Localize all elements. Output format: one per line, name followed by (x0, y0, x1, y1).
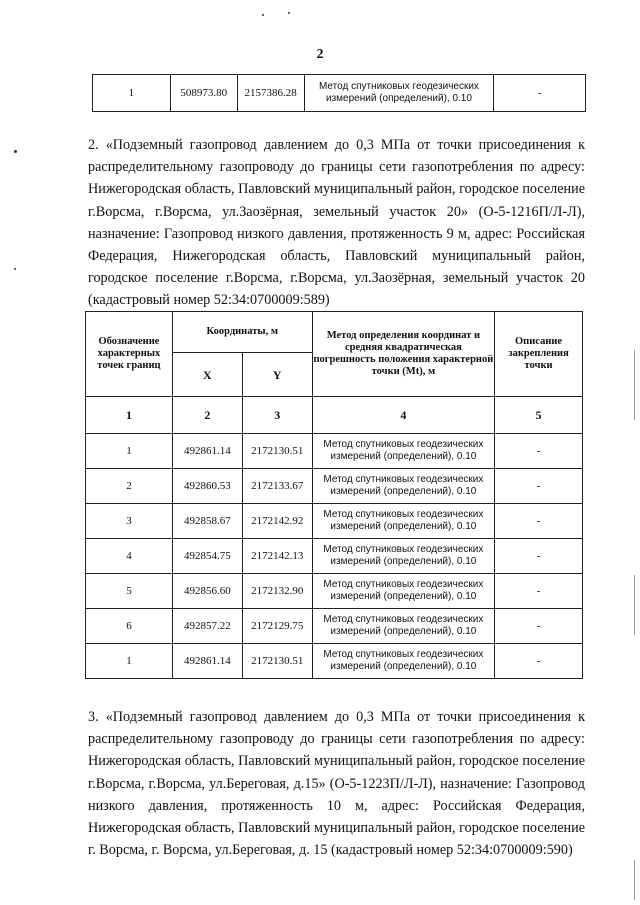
y-cell: 2172132.90 (242, 574, 312, 609)
y-cell: 2172129.75 (242, 609, 312, 644)
x-cell: 508973.80 (170, 75, 237, 112)
coordinates-table (85, 311, 583, 679)
scan-edge-line (634, 575, 635, 635)
point-cell: 4 (86, 539, 173, 574)
desc-cell: - (495, 469, 583, 504)
x-cell: 492858.67 (172, 504, 242, 539)
desc-cell: - (494, 75, 586, 112)
header-desc: Описание закрепления точки (495, 312, 583, 397)
header-coords: Координаты, м (172, 312, 312, 353)
point-cell: 1 (86, 434, 173, 469)
point-cell: 1 (93, 75, 171, 112)
method-cell: Метод спутниковых геодезических измерений (определений), 0.10 (312, 504, 494, 539)
header-method: Метод определения координат и средняя квадратическая погрешность положения характерной точки (Mt), м (312, 312, 494, 397)
index-cell: 3 (242, 397, 312, 434)
method-cell: Метод спутниковых геодезических измерений (определений), 0.10 (304, 75, 494, 112)
header-y: Y (242, 353, 312, 397)
point-cell: 3 (86, 504, 173, 539)
section-2-paragraph: 2. «Подземный газопровод давлением до 0,3 МПа от точки присоединения к распределительному газопроводу до границы сети газопотребления по адресу: Нижегородская область, Павловский муниципальный район, городское поселение г.Ворсма, г.Ворсма, ул.Заозёрная, земельный участок 20» (О-5-1216П/Л-Л), назначение: Газопровод низкого давления, протяженность 9 м, адрес: Российская Федерация, Нижегородская область, Павловский муниципальный район, городское поселение г.Ворсма, г.Ворсма, ул.Заозёрная, земельный участок 20 (кадастровый номер 52:34:0700009:589) (88, 137, 585, 309)
x-cell: 492857.22 (172, 609, 242, 644)
scan-edge-line (634, 350, 635, 420)
index-row (86, 397, 583, 434)
page-number: 2 (316, 47, 324, 62)
point-cell: 2 (86, 469, 173, 504)
x-cell: 492861.14 (172, 644, 242, 679)
y-cell: 2172133.67 (242, 469, 312, 504)
table-row (86, 469, 583, 504)
continuation-table (92, 74, 586, 112)
desc-cell: - (495, 609, 583, 644)
desc-cell: - (495, 539, 583, 574)
header-x: X (172, 353, 242, 397)
scan-speck (288, 12, 290, 14)
method-cell: Метод спутниковых геодезических измерений (определений), 0.10 (312, 539, 494, 574)
method-cell: Метод спутниковых геодезических измерений (определений), 0.10 (312, 469, 494, 504)
y-cell: 2172130.51 (242, 644, 312, 679)
method-cell: Метод спутниковых геодезических измерений (определений), 0.10 (312, 434, 494, 469)
desc-cell: - (495, 504, 583, 539)
table-row (86, 504, 583, 539)
method-cell: Метод спутниковых геодезических измерений (определений), 0.10 (312, 644, 494, 679)
table-row (86, 434, 583, 469)
desc-cell: - (495, 574, 583, 609)
method-cell: Метод спутниковых геодезических измерений (определений), 0.10 (312, 609, 494, 644)
table-row (86, 609, 583, 644)
y-cell: 2172142.92 (242, 504, 312, 539)
y-cell: 2172130.51 (242, 434, 312, 469)
x-cell: 492854.75 (172, 539, 242, 574)
index-cell: 1 (86, 397, 173, 434)
x-cell: 492856.60 (172, 574, 242, 609)
x-cell: 492860.53 (172, 469, 242, 504)
table-row (86, 539, 583, 574)
table-row (93, 75, 586, 112)
method-cell: Метод спутниковых геодезических измерений (определений), 0.10 (312, 574, 494, 609)
index-cell: 5 (495, 397, 583, 434)
scan-edge-line (634, 860, 635, 900)
x-cell: 492861.14 (172, 434, 242, 469)
table-row (86, 644, 583, 679)
header-point: Обозначение характерных точек границ (86, 312, 173, 397)
point-cell: 1 (86, 644, 173, 679)
desc-cell: - (495, 434, 583, 469)
y-cell: 2157386.28 (237, 75, 304, 112)
index-cell: 4 (312, 397, 494, 434)
index-cell: 2 (172, 397, 242, 434)
scan-speck (14, 268, 16, 270)
desc-cell: - (495, 644, 583, 679)
scan-speck (14, 150, 17, 153)
section-3-paragraph: 3. «Подземный газопровод давлением до 0,3 МПа от точки присоединения к распределительному газопроводу до границы сети газопотребления по адресу: Нижегородская область, Павловский муниципальный район, городское поселение г.Ворсма, г.Ворсма, ул.Береговая, д.15» (О-5-1223П/Л-Л), назначение: Газопровод низкого давления, протяженность 10 м, адрес: Российская Федерация, Нижегородская область, Павловский муниципальный район, городское поселение г. Ворсма, г. Ворсма, ул.Береговая, д. 15 (кадастровый номер 52:34:0700009:590) (88, 709, 585, 859)
table-row (86, 574, 583, 609)
point-cell: 6 (86, 609, 173, 644)
point-cell: 5 (86, 574, 173, 609)
scan-speck (262, 14, 264, 16)
y-cell: 2172142.13 (242, 539, 312, 574)
